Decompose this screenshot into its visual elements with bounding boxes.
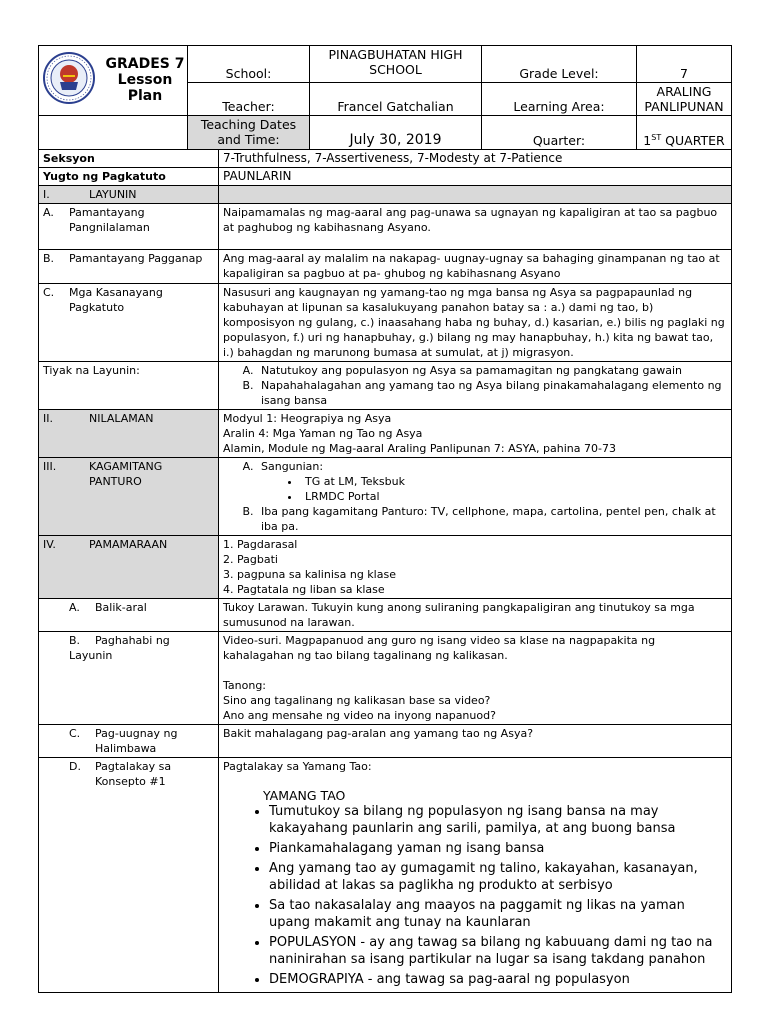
list-item: B. Iba pang kagamitang Panturo: TV, cellphone, mapa, cartolina, pentel pen, chalk at iba pa. <box>257 504 727 534</box>
nilalaman-value: Modyul 1: Heograpiya ng Asya Aralin 4: Mga Yaman ng Tao ng Asya Alamin, Module ng Mag-aaral Araling Panlipunan 7: ASYA, pahina 70-73 <box>219 410 732 458</box>
lesson-plan-document <box>38 45 731 993</box>
dates-label: Teaching Dates and Time: <box>188 116 310 150</box>
learning-area-value: ARALING PANLIPUNAN <box>637 83 732 116</box>
list-item: • DEMOGRAPIYA - ang tawag sa pag-aaral ng populasyon <box>269 971 727 988</box>
pamantayang-pagganap-value: Ang mag-aaral ay malalim na nakapag- uugnay-ugnay sa bahaging ginampanan ng tao at kapaligiran sa pagbuo at pa- ghubog ng kabihasnang Asyano <box>219 250 732 284</box>
layunin-heading: I. LAYUNIN <box>39 186 219 204</box>
seksyon-label: Seksyon <box>39 150 219 168</box>
grades-title: GRADES 7 <box>105 56 185 72</box>
balik-aral-label: A. Balik-aral <box>39 599 219 632</box>
list-item: • Tumutukoy sa bilang ng populasyon ng isang bansa na may kakayahang paunlarin ang sarili, pamilya, at ang buong bansa <box>269 803 727 837</box>
teacher-value: Francel Gatchalian <box>310 83 482 116</box>
yamang-tao-heading: YAMANG TAO <box>263 788 346 803</box>
pagtalakay-label: D. Pagtalakay sa Konsepto #1 <box>39 758 219 993</box>
paghahabi-label: B. Paghahabi ng Layunin <box>39 632 219 725</box>
learning-area-label: Learning Area: <box>482 83 637 116</box>
list-item: • TG at LM, Teksbuk <box>301 474 727 489</box>
kasanayang-pagkatuto-value: Nasusuri ang kaugnayan ng yamang-tao ng mga bansa ng Asya sa pagpapaunlad ng kabuhayan at lipunan sa kasalukuyang panahon batay sa : a.) dami ng tao, b) komposisyon ng gulang, c.) inaasahang haba ng buhay, d.) kasarian, e.) bilis ng paglaki ng populasyon, f.) uri ng hanapbuhay, g.) bilang ng may hanapbuhay, h.) kita ng bawat tao, i.) bahagdan ng marunong bumasa at sumulat, at j) migrasyon. <box>219 284 732 362</box>
pag-uugnay-value: Bakit mahalagang pag-aralan ang yamang tao ng Asya? <box>219 725 732 758</box>
header-table <box>38 45 732 150</box>
pamamaraan-heading: IV. PAMAMARAAN <box>39 536 219 599</box>
yugto-value: PAUNLARIN <box>219 168 732 186</box>
quarter-label: Quarter: <box>482 116 637 150</box>
tiyak-label: Tiyak na Layunin: <box>39 362 219 410</box>
grade-level-label: Grade Level: <box>482 46 637 83</box>
pamantayang-pangnilalaman-label: A. Pamantayang Pangnilalaman <box>39 204 219 250</box>
pamamaraan-value: 1. Pagdarasal 2. Pagbati 3. pagpuna sa kalinisa ng klase 4. Pagtatala ng liban sa klase <box>219 536 732 599</box>
list-item: B. Napahahalagahan ang yamang tao ng Asya bilang pinakamahalagang elemento ng isang bansa <box>257 378 727 408</box>
list-item: • Sa tao nakasalalay ang maayos na paggamit ng likas na yaman upang makamit ang tunay na kaunlaran <box>269 897 727 931</box>
nilalaman-heading: II. NILALAMAN <box>39 410 219 458</box>
content-table <box>38 149 732 993</box>
lesson-plan-title: Lesson Plan <box>117 72 173 104</box>
list-item: A. Natutukoy ang populasyon ng Asya sa pamamagitan ng pangkatang gawain <box>257 363 727 378</box>
pamantayang-pangnilalaman-value: Naipamamalas ng mag-aaral ang pag-unawa sa ugnayan ng kapaligiran at tao sa pagbuo at paghubog ng kabihasnang Asyano. <box>219 204 732 250</box>
school-value: PINAGBUHATAN HIGH SCHOOL <box>310 46 482 83</box>
grade-level-value: 7 <box>637 46 732 83</box>
school-label: School: <box>188 46 310 83</box>
list-item: A. Sangunian: • TG at LM, Teksbuk • LRMDC Portal <box>257 459 727 504</box>
pag-uugnay-label: C. Pag-uugnay ng Halimbawa <box>39 725 219 758</box>
list-item: • LRMDC Portal <box>301 489 727 504</box>
list-item: • POPULASYON - ay ang tawag sa bilang ng kabuuang dami ng tao na naninirahan sa isang partikular na lugar sa isang takdang panahon <box>269 934 727 968</box>
yugto-label: Yugto ng Pagkatuto <box>39 168 219 186</box>
balik-aral-value: Tukoy Larawan. Tukuyin kung anong suliraning pangkapaligiran ang tinutukoy sa mga sumusunod na larawan. <box>219 599 732 632</box>
list-item: • Piankamahalagang yaman ng isang bansa <box>269 840 727 857</box>
deped-seal-icon <box>43 52 95 104</box>
seksyon-value: 7-Truthfulness, 7-Assertiveness, 7-Modesty at 7-Patience <box>219 150 732 168</box>
dates-value: July 30, 2019 <box>310 116 482 150</box>
logo-title-cell <box>39 46 188 116</box>
list-item: • Ang yamang tao ay gumagamit ng talino, kakayahan, kasanayan, abilidad at lakas sa paglikha ng produkto at serbisyo <box>269 860 727 894</box>
kagamitan-value <box>219 458 732 536</box>
paghahabi-value: Video-suri. Magpapanuod ang guro ng isang video sa klase na nagpapakita ng kahalagahan ng tao bilang tagalinang ng kalikasan. Tanong: Sino ang tagalinang ng kalikasan base sa video? Ano ang mensahe ng video na inyong napanuod? <box>219 632 732 725</box>
quarter-value: 1ST QUARTER <box>637 116 732 150</box>
teacher-label: Teacher: <box>188 83 310 116</box>
tiyak-value <box>219 362 732 410</box>
pagtalakay-value: Pagtalakay sa Yamang Tao: YAMANG TAO • Tumutukoy sa bilang ng populasyon ng isang bansa na may kakayahang paunlarin ang sarili, pamilya, at ang buong bansa • Piankamahalagang yaman ng isang bansa • Ang yamang tao ay gumagamit ng talino, kakayahan, kasanayan, abilidad at lakas sa paglikha ng produkto at serbisyo • Sa tao nakasalalay ang maayos na paggamit ng likas na yaman upang makamit ang tunay na kaunlaran • POPULASYON - ay ang tawag sa bilang ng kabuuang dami ng tao na naninirahan sa isang partikular na lugar sa isang takdang panahon • DEMOGRAPIYA - ang tawag sa pag-aaral ng populasyon <box>219 758 732 993</box>
pamantayang-pagganap-label: B. Pamantayang Pagganap <box>39 250 219 284</box>
kasanayang-pagkatuto-label: C. Mga Kasanayang Pagkatuto <box>39 284 219 362</box>
kagamitan-heading: III. KAGAMITANG PANTURO <box>39 458 219 536</box>
